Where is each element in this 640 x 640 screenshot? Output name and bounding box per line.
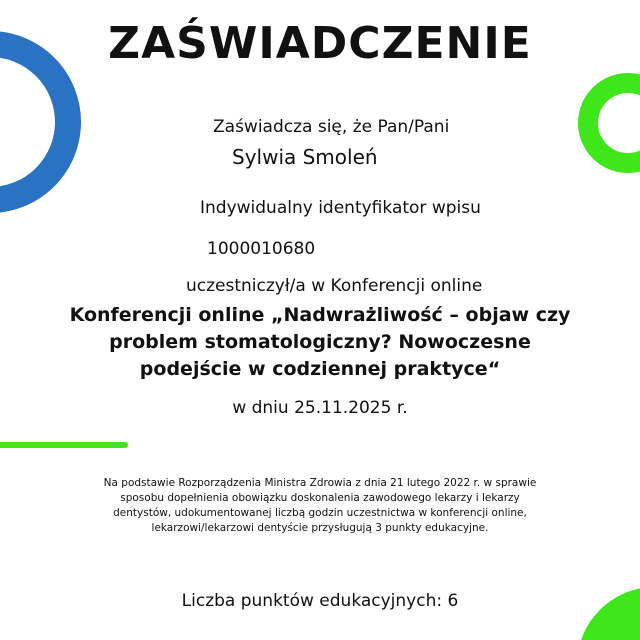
green-arc-bottom-left-decoration xyxy=(0,520,110,640)
participant-name: Sylwia Smoleń xyxy=(232,145,378,169)
conference-title: Konferencji online „Nadwrażliwość – objaw czy problem stomatologiczny? Nowoczesne podejście w codziennej praktyce“ xyxy=(69,304,571,380)
certificate-title: ZAŚWIADCZENIE xyxy=(108,18,532,69)
education-points-line: Liczba punktów edukacyjnych: 6 xyxy=(181,591,459,611)
identifier-value: 1000010680 xyxy=(207,239,316,259)
attest-line: Zaświadcza się, że Pan/Pani xyxy=(213,117,450,137)
identifier-label: Indywidualny identyfikator wpisu xyxy=(200,198,481,218)
date-line: w dniu 25.11.2025 r. xyxy=(232,398,408,418)
participation-line: uczestniczył/a w Konferencji online xyxy=(186,276,483,296)
legal-basis-text: Na podstawie Rozporządzenia Ministra Zdrowia z dnia 21 lutego 2022 r. w sprawie sposobu dopełnienia obowiązku doskonalenia zawodowego lekarzy i lekarzy dentystów, udokumentowanej liczbą godzin uczestnictwa w konferencji online, lekarzowi/lekarzowi dentyście przysługują 3 punkty edukacyjne. xyxy=(103,477,537,534)
green-divider-bar xyxy=(0,442,128,448)
